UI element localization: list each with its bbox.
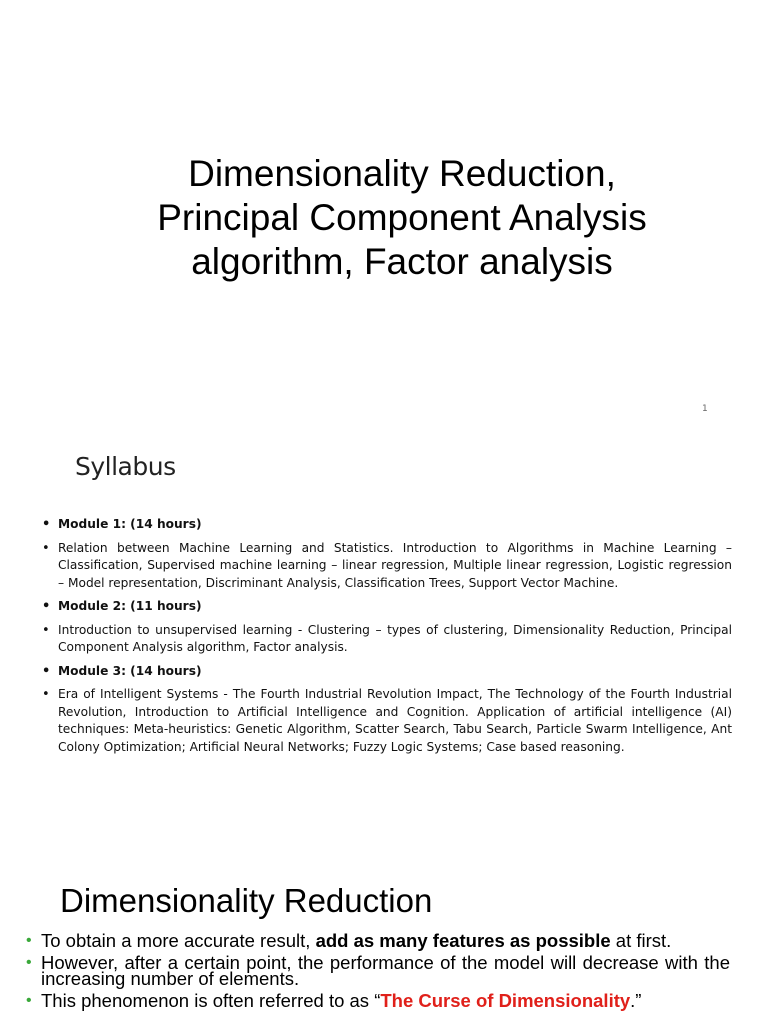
syllabus-heading: Syllabus xyxy=(75,452,176,481)
bullet-icon: • xyxy=(26,954,32,971)
module-content: Introduction to unsupervised learning - Clustering – types of clustering, Dimensionality Reduction, Principal Component Analysis algorithm, Factor analysis. xyxy=(58,622,732,654)
point-text-start: This phenomenon is often referred to as “ xyxy=(41,990,381,1011)
module-heading: Module 2: (11 hours) xyxy=(58,599,202,613)
point-text-end: at first. xyxy=(610,930,672,951)
list-item xyxy=(26,952,730,989)
bullet-icon: • xyxy=(42,622,50,638)
point-text: However, after a certain point, the performance of the model will decrease with the increasing number of elements. xyxy=(41,952,730,989)
list-item xyxy=(42,686,732,756)
point-text-end: .” xyxy=(630,990,642,1011)
point-text-start: To obtain a more accurate result, xyxy=(41,930,316,951)
highlight-text: The Curse of Dimensionality xyxy=(380,990,631,1011)
list-item xyxy=(42,516,732,534)
module-heading: Module 3: (14 hours) xyxy=(58,663,202,678)
module-content: Relation between Machine Learning and Statistics. Introduction to Algorithms in Machine Learning – Classification, Supervised machine learning – linear regression, Multiple linear regression, Logistic regression – Model representation, Discriminant Analysis, Classification Trees, Support Vector Machine. xyxy=(58,540,732,590)
bullet-icon: • xyxy=(42,540,50,556)
list-item xyxy=(26,990,730,1011)
syllabus-list xyxy=(42,516,732,762)
bullet-list xyxy=(26,930,730,1015)
bullet-icon: • xyxy=(26,992,32,1009)
page-number: 1 xyxy=(702,404,708,414)
list-item xyxy=(42,598,732,616)
bullet-icon: • xyxy=(42,687,50,702)
list-item xyxy=(42,663,732,681)
list-item xyxy=(26,930,730,951)
module-heading: Module 1: (14 hours) xyxy=(58,517,202,531)
title-line: algorithm, Factor analysis xyxy=(191,241,613,282)
slide-syllabus xyxy=(0,432,768,832)
bullet-icon: • xyxy=(42,517,51,532)
slide-title xyxy=(0,0,768,432)
bullet-icon: • xyxy=(42,663,51,679)
bullet-icon: • xyxy=(42,599,51,614)
slide-dimensionality-reduction xyxy=(0,832,768,1024)
list-item xyxy=(42,540,732,593)
title-line: Principal Component Analysis xyxy=(157,197,647,238)
section-heading: Dimensionality Reduction xyxy=(60,882,433,919)
module-content: Era of Intelligent Systems - The Fourth Industrial Revolution Impact, The Technology of the Fourth Industrial Revolution, Introduction to Artificial Intelligence and Cognition. Application of artificial intelligence (AI) techniques: Meta-heuristics: Genetic Algorithm, Scatter Search, Tabu Search, Particle Swarm Intelligence, Ant Colony Optimization; Artificial Neural Networks; Fuzzy Logic Systems; Case based reasoning. xyxy=(58,687,732,754)
page-title xyxy=(60,152,744,284)
title-line: Dimensionality Reduction, xyxy=(188,153,616,194)
list-item xyxy=(42,622,732,657)
point-text-bold: add as many features as possible xyxy=(315,930,611,951)
bullet-icon: • xyxy=(26,932,32,949)
